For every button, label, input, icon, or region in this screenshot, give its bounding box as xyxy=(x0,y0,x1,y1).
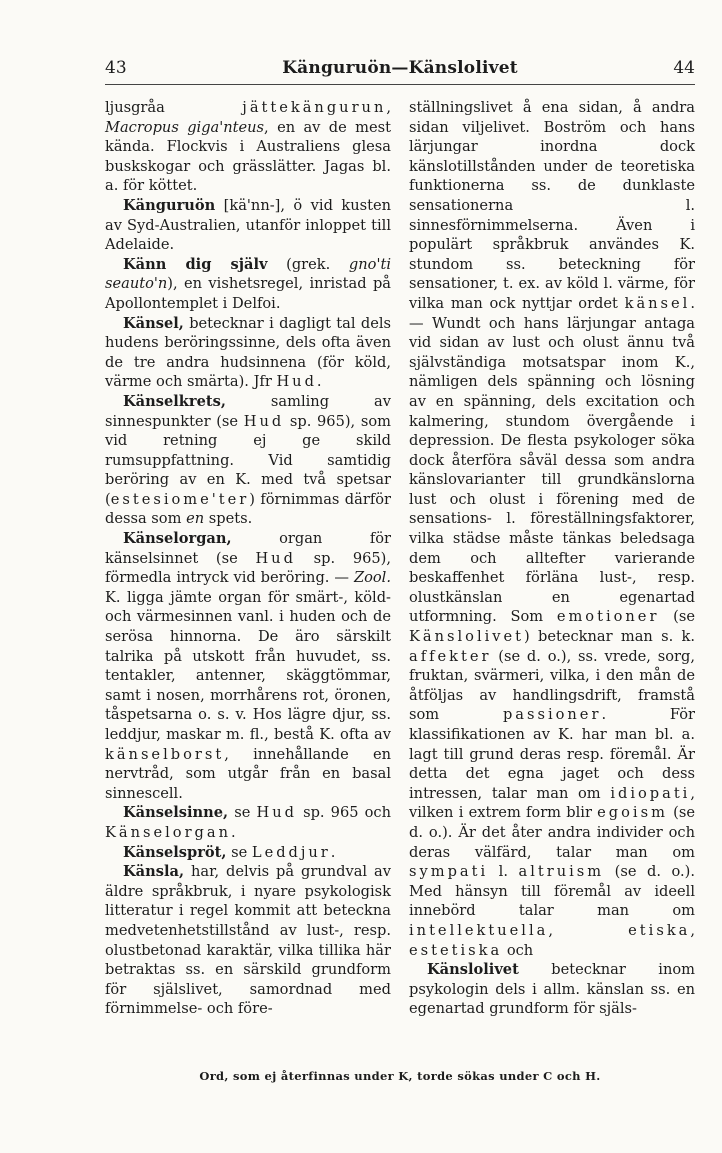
entry-kanselsprot: Känselspröt, se Leddjur. xyxy=(123,843,336,861)
header-title: Känguruön—Känslolivet xyxy=(282,58,518,78)
entry-kanselkrets: Känselkrets, samling av sinnespunkter (se Hud sp. 965), som vid retning ej ge skild rumsuppfattning. Vid samtidig beröring av en K. med två spetsar (estesiome'ter) förnimmas därför dessa som en spets. xyxy=(105,392,391,528)
entry-kansla: Känsla, har, delvis på grundval av äldre språkbruk, i nyare psykologisk litteratur i regel kommit att beteckna medvetenhetstillstånd av lust-, resp. olustbetonad karaktär, vilka tillika här betraktas ss. en särskild grundform för själslivet, samordnad med förnimmelse- och före- xyxy=(105,863,391,1018)
entry-kanselsinne: Känselsinne, se Hud sp. 965 och Känselorgan. xyxy=(105,804,392,841)
entry-kansel: Känsel, betecknar i dagligt tal dels hudens beröringssinne, dels ofta även de tre andra hudsinnena (för köld, värme och smärta). Jfr Hud. xyxy=(105,314,391,391)
page-footer: Ord, som ej återfinnas under K, torde sökas under C och H. xyxy=(199,1069,601,1083)
entry-kanselorgan: Känselorgan, organ för känselsinnet (se Hud sp. 965), förmedla intryck vid beröring. — Zool. K. ligga jämte organ för smärt-, köld- och värmesinnen vanl. i huden och de serösa hinnorna. De äro särskilt talrika på utskott från huvudet, ss. tentakler, antenner, skäggtömmar, samt i nosen, morrhårens rot, öronen, tåspetsarna o. s. v. Hos lägre djur, ss. leddjur, maskar m. fl., bestå K. ofta av känselborst, innehållande en nervtråd, som utgår från en basal sinnescell. xyxy=(105,530,392,802)
entry-kansla-continued: ställningslivet å ena sidan, å andra sidan viljelivet. Boström och hans lärjungar inordna dock känslotillstånden under de teoretiska funktionerna ss. de dunklaste sensationerna l. sinnesförnimmelserna. Även i populärt språkbruk användes K. stundom ss. beteckning för sensationer, t. ex. av köld l. värme, för vilka man ock nyttjar ordet känsel. — Wundt och hans lärjungar antaga vid sidan av lust och olust ännu två självständiga motsatspar inom K., nämligen dels spänning och lösning av en spänning, dels excitation och kalmering, stundom övergående i depression. De flesta psykologer söka dock återföra såväl dessa som andra känslovarianter till grundkänslorna lust och olust i förening med de sensations- l. föreställningsfaktorer, vilka städse måste tänkas beledsaga dem och alltefter varierande beskaffenhet förläna lust-, resp. olustkänslan en egenartad utformning. Som emotioner (se Känslolivet) betecknar man s. k. affekter (se d. o.), ss. vrede, sorg, fruktan, svärmeri, vilka, i den mån de åtföljas av handlingsdrift, framstå som passioner. För klassifikationen av K. har man bl. a. lagt till grund deras resp. föremål. Är detta det egna jaget och dess intressen, talar man om idiopati, vilken i extrem form blir egoism (se d. o.). Är det åter andra individer och deras välfärd, talar man om sympati l. altruism (se d. o.). Med hänsyn till föremål av ideell innebörd talar man om intellektuella, etiska, estetiska och xyxy=(409,99,695,959)
entry-kanguruon: Känguruön [kä'nn-], ö vid kusten av Syd-Australien, utanför inloppet till Adelaide. xyxy=(105,196,391,254)
entry-kansloliver: Känslolivet betecknar inom psykologin dels i allm. känslan ss. en egenartad grundform för själs- xyxy=(409,961,695,1018)
left-column xyxy=(105,98,391,1019)
running-header xyxy=(105,58,695,84)
header-rule xyxy=(105,84,695,85)
page-number-right: 44 xyxy=(673,58,695,78)
page-number-left: 43 xyxy=(105,58,127,78)
right-column xyxy=(409,98,695,1019)
entry-continuation: ljusgråa jättekängurun, Macropus giga'nteus, en av de mest kända. Flockvis i Australiens glesa buskskogar och grässlätter. Jagas bl. a. för köttet. xyxy=(105,99,391,195)
entry-kann-dig-sjalv: Känn dig själv (grek. gno'ti seauto'n), en vishetsregel, inristad på Apollontemplet i Delfoi. xyxy=(105,255,391,312)
